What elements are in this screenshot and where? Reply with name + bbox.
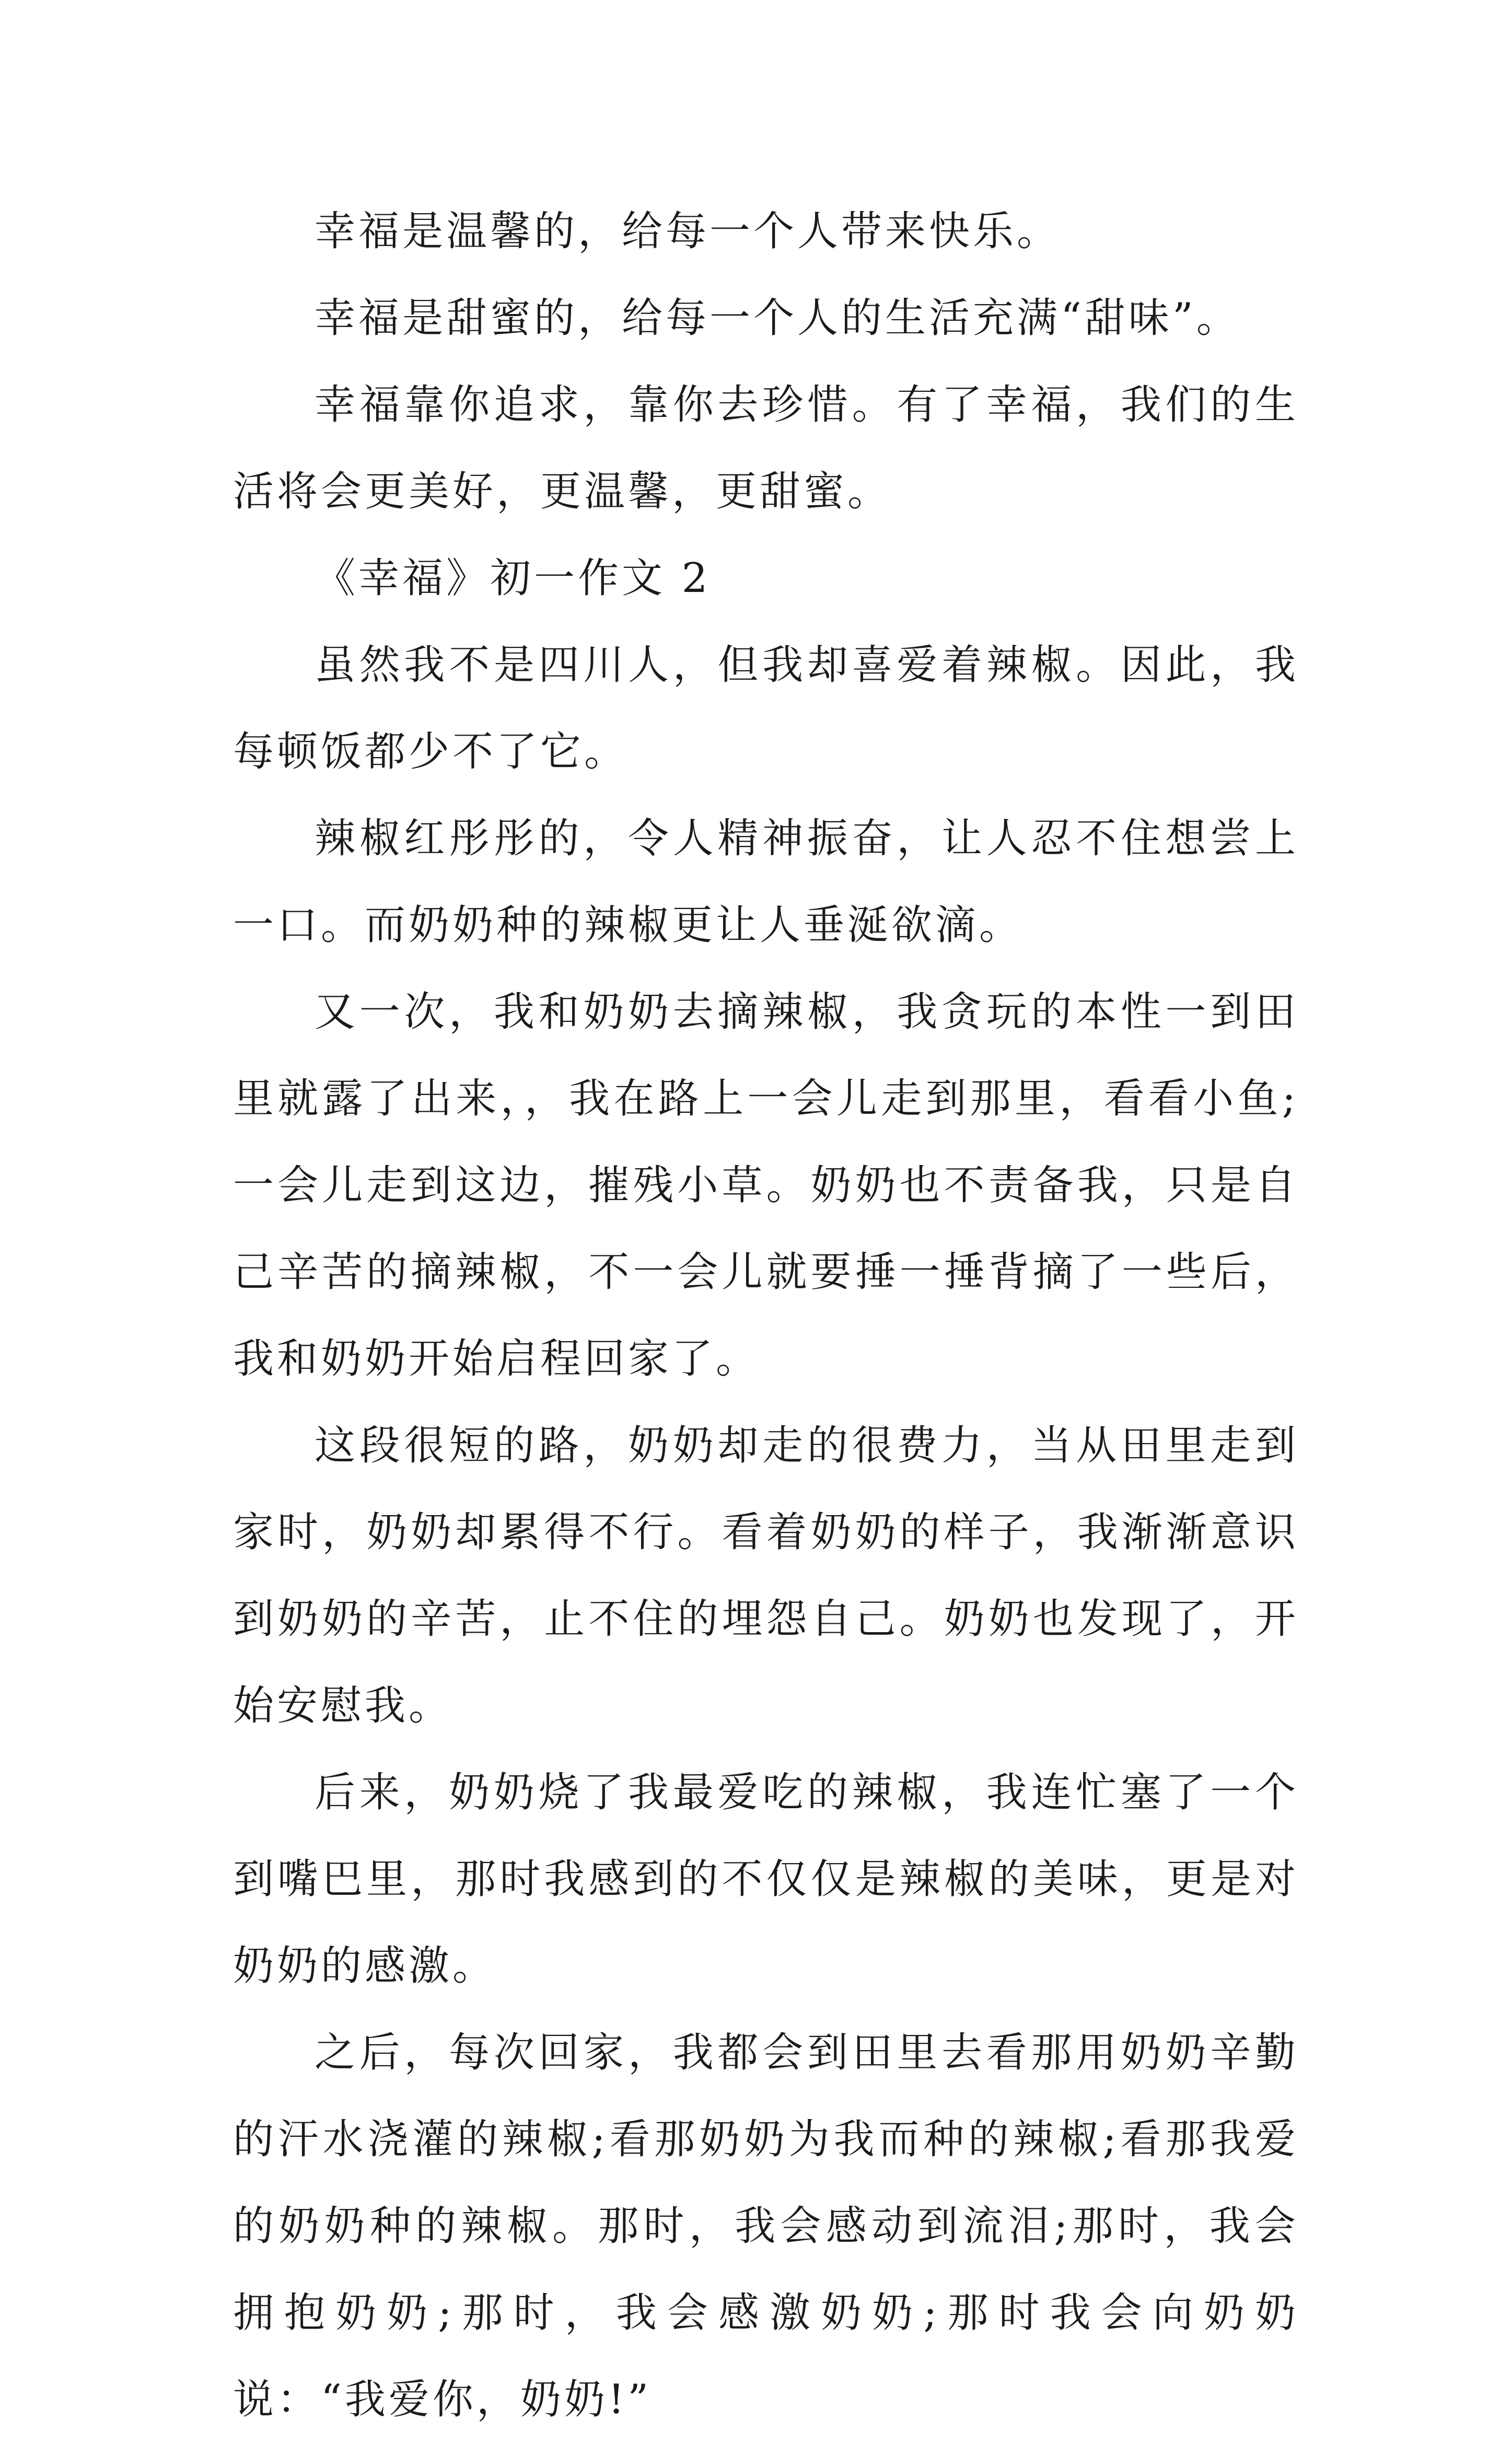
paragraph-2: 幸福是甜蜜的，给每一个人的生活充满“甜味”。 <box>315 295 1240 342</box>
paragraph-6: 又一次，我和奶奶去摘辣椒，我贪玩的本性一到田里就露了出来，，我在路上一会儿走到那里，看看小鱼;一会儿走到这边，摧残小草。奶奶也不责备我，只是自己辛苦的摘辣椒，不一会儿就要捶一捶背摘了一些后，我和奶奶开始启程回家了。 <box>233 988 1299 1382</box>
paragraph-3: 幸福靠你追求，靠你去珍惜。有了幸福，我们的生活将会更美好，更温馨，更甜蜜。 <box>233 381 1299 515</box>
paragraph-5: 辣椒红彤彤的，令人精神振奋，让人忍不住想尝上一口。而奶奶种的辣椒更让人垂涎欲滴。 <box>233 815 1299 949</box>
essay-text <box>233 188 1299 2443</box>
essay-title: 《幸福》初一作文 2 <box>315 555 711 602</box>
paragraph-4: 虽然我不是四川人，但我却喜爱着辣椒。因此，我每顿饭都少不了它。 <box>233 642 1299 775</box>
paragraph-7: 这段很短的路，奶奶却走的很费力，当从田里走到家时，奶奶却累得不行。看着奶奶的样子，我渐渐意识到奶奶的辛苦，止不住的埋怨自己。奶奶也发现了，开始安慰我。 <box>233 1422 1299 1729</box>
paragraph-9: 之后，每次回家，我都会到田里去看那用奶奶辛勤的汗水浇灌的辣椒;看那奶奶为我而种的辣椒;看那我爱的奶奶种的辣椒。那时，我会感动到流泪;那时，我会拥抱奶奶;那时，我会感激奶奶;那时我会向奶奶说：“我爱你，奶奶!” <box>233 2029 1299 2423</box>
paragraph-1: 幸福是温馨的，给每一个人带来快乐。 <box>315 208 1061 255</box>
paragraph-8: 后来，奶奶烧了我最爱吃的辣椒，我连忙塞了一个到嘴巴里，那时我感到的不仅仅是辣椒的美味，更是对奶奶的感激。 <box>233 1769 1299 1990</box>
